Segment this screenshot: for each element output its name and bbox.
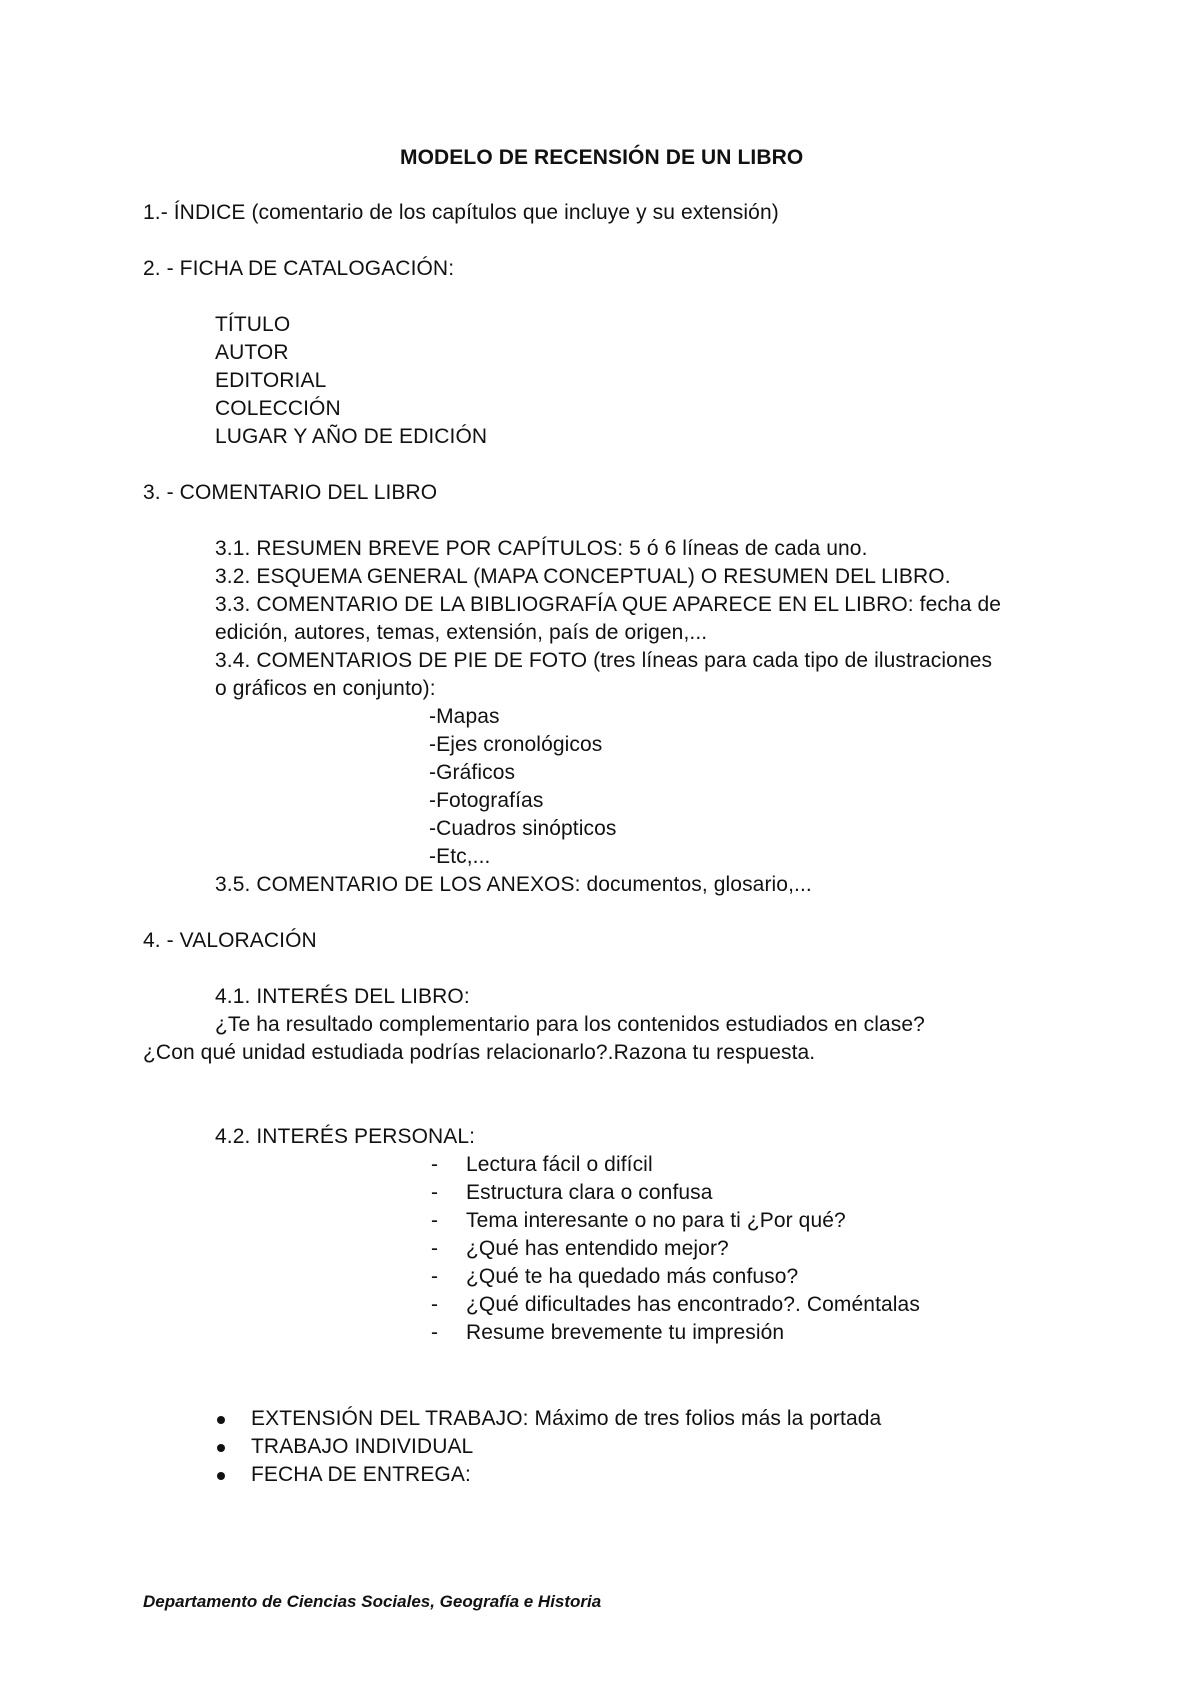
catalog-item-titulo: TÍTULO [215,313,291,336]
section-3-3-line2: edición, autores, temas, extensión, país de origen,... [215,621,708,644]
illustration-type-fotografias: -Fotografías [429,789,544,812]
catalog-item-autor: AUTOR [215,341,289,364]
catalog-item-editorial: EDITORIAL [215,369,327,392]
section-3-4-line2: o gráficos en conjunto): [215,677,436,700]
bullet-icon [217,1416,225,1424]
personal-item-dificultades: ¿Qué dificultades has encontrado?. Coméntalas [466,1293,920,1316]
section-3-3-line1: 3.3. COMENTARIO DE LA BIBLIOGRAFÍA QUE APARECE EN EL LIBRO: fecha de [215,593,1002,616]
illustration-type-graficos: -Gráficos [429,761,516,784]
section-2-heading: 2. - FICHA DE CATALOGACIÓN: [143,257,455,280]
list-dash: - [431,1209,438,1232]
section-3-2: 3.2. ESQUEMA GENERAL (MAPA CONCEPTUAL) O RESUMEN DEL LIBRO. [215,565,951,588]
personal-item-confuso: ¿Qué te ha quedado más confuso? [466,1265,799,1288]
section-3-heading: 3. - COMENTARIO DEL LIBRO [143,481,438,504]
document-title: MODELO DE RECENSIÓN DE UN LIBRO [400,146,804,169]
catalog-item-coleccion: COLECCIÓN [215,397,341,420]
illustration-type-etc: -Etc,... [429,845,491,868]
illustration-type-mapas: -Mapas [429,705,500,728]
section-3-1: 3.1. RESUMEN BREVE POR CAPÍTULOS: 5 ó 6 líneas de cada uno. [215,537,868,560]
illustration-type-ejes: -Ejes cronológicos [429,733,603,756]
section-4-2-heading: 4.2. INTERÉS PERSONAL: [215,1125,476,1148]
personal-item-tema: Tema interesante o no para ti ¿Por qué? [466,1209,846,1232]
illustration-type-cuadros: -Cuadros sinópticos [429,817,617,840]
bullet-icon [217,1444,225,1452]
bullet-icon [217,1472,225,1480]
list-dash: - [431,1321,438,1344]
section-4-1-heading: 4.1. INTERÉS DEL LIBRO: [215,985,470,1008]
list-dash: - [431,1181,438,1204]
list-dash: - [431,1265,438,1288]
list-dash: - [431,1293,438,1316]
personal-item-lectura: Lectura fácil o difícil [466,1153,653,1176]
section-3-5: 3.5. COMENTARIO DE LOS ANEXOS: documentos, glosario,... [215,873,812,896]
personal-item-entendido: ¿Qué has entendido mejor? [466,1237,729,1260]
personal-item-estructura: Estructura clara o confusa [466,1181,713,1204]
section-3-4-line1: 3.4. COMENTARIOS DE PIE DE FOTO (tres líneas para cada tipo de ilustraciones [215,649,993,672]
footer-department: Departamento de Ciencias Sociales, Geografía e Historia [143,1592,602,1611]
bullet-extension: EXTENSIÓN DEL TRABAJO: Máximo de tres folios más la portada [251,1407,882,1430]
list-dash: - [431,1237,438,1260]
list-dash: - [431,1153,438,1176]
section-4-1-question-1: ¿Te ha resultado complementario para los contenidos estudiados en clase? [215,1013,925,1036]
section-4-1-question-2: ¿Con qué unidad estudiada podrías relacionarlo?.Razona tu respuesta. [143,1041,816,1064]
section-1-indice: 1.- ÍNDICE (comentario de los capítulos que incluye y su extensión) [143,201,779,224]
bullet-trabajo-individual: TRABAJO INDIVIDUAL [251,1435,474,1458]
personal-item-resume: Resume brevemente tu impresión [466,1321,785,1344]
bullet-fecha-entrega: FECHA DE ENTREGA: [251,1463,471,1486]
section-4-heading: 4. - VALORACIÓN [143,929,317,952]
catalog-item-lugar-ano: LUGAR Y AÑO DE EDICIÓN [215,425,488,448]
